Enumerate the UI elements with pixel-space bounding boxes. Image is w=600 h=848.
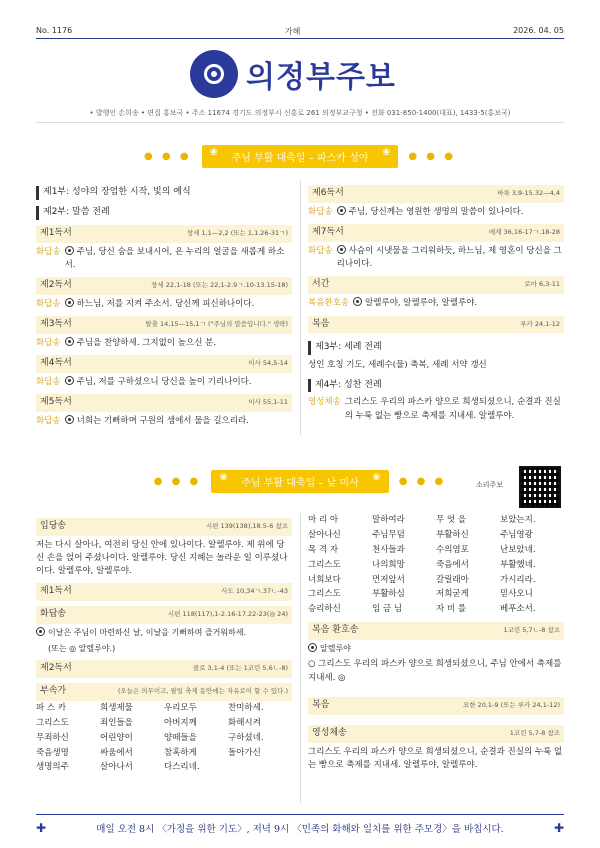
reading-row	[36, 355, 292, 373]
communion-text: 그리스도 우리의 파스카 양으로 희생되셨으니, 순결과 진실의 누룩 없는 빵으로 축제를 지내세. 알렐루야.	[344, 397, 561, 421]
response-mark-icon	[65, 415, 74, 424]
hymn-phrase: 말하여라	[372, 515, 405, 525]
hymn-phrase: 저희굳게	[436, 589, 469, 600]
hymn-phrase: 베푸소서.	[500, 604, 536, 615]
reading-name: 제6독서	[312, 188, 344, 198]
hymn-phrase: 다스리네.	[164, 762, 200, 773]
hymn-phrase: 죽음생명	[36, 747, 69, 758]
hymn-phrase: 목 격 자	[308, 544, 339, 555]
hymn-phrase: 살아나신	[308, 529, 341, 540]
response-mark-icon	[65, 246, 74, 255]
issue-date: 2026. 04. 05	[513, 26, 564, 35]
vigil-left-column	[36, 180, 292, 432]
qr-code-icon[interactable]	[519, 466, 561, 508]
hymn-phrase: 부활했네.	[500, 559, 536, 570]
acclamation-response: 알렐루야	[308, 643, 564, 655]
response-mark-icon	[308, 643, 317, 652]
hymn-phrase: 먼저앞서	[372, 574, 405, 585]
reading-row	[308, 185, 564, 203]
hymn-phrase: 파 스 카	[36, 702, 67, 713]
audio-bulletin-label: 소리주보	[476, 481, 504, 489]
issue-header	[36, 26, 564, 37]
reading-ref: 창세 1,1—2,2 (또는 1,1.26-31ㄱ)	[186, 228, 288, 237]
reading-row	[36, 394, 292, 412]
responsorial-psalm	[308, 206, 564, 219]
hymn-phrase: 마 리 아	[308, 515, 339, 525]
liturgical-year: 가해	[284, 27, 301, 36]
psalm-alt: (또는 ◎ 알렐루야.)	[48, 643, 116, 653]
reading-name: 제5독서	[40, 397, 72, 408]
hymn-phrase: 화해시켜	[228, 717, 261, 728]
responsorial-psalm	[308, 297, 564, 310]
publication-info: • 발행인 손희송 • 편집 홍보국 • 주소 11674 경기도 의정부시 신흥로 261 의정부교구청 • 전화 031-850-1400(대표), 1433-5(홍보국)	[36, 108, 564, 123]
psalm-tag: 화답송	[36, 246, 61, 257]
hymn-phrase: 어린양이	[100, 732, 133, 743]
hymn-phrase: 그리스도	[308, 589, 341, 600]
responsorial-psalm	[36, 298, 292, 311]
psalm-text: 너희는 기뻐하며 구원의 샘에서 물을 길으리라.	[76, 416, 249, 427]
entrance-row: 입당송 시편 139(138),18.5-6 참조	[36, 518, 292, 536]
psalm-tag: 화답송	[36, 338, 61, 349]
column-divider	[300, 180, 301, 435]
hymn-phrase: 그리스도	[36, 717, 69, 728]
hymn-phrase: 참혹하게	[164, 747, 197, 758]
entrance-text: 저는 다시 살아나, 여전히 당신 안에 있나이다. 알렐루야. 제 위에 당신 손을 얹어 주셨나이다. 알렐루야. 당신 지혜는 놀라운 일 이루셨나이다. 알렐루야, 알렐루야.	[36, 539, 288, 577]
response-mark-icon	[353, 297, 362, 306]
hymn-phrase: 죽음에서	[436, 559, 469, 570]
hymn-phrase: 나의희망	[372, 559, 405, 570]
hymn-phrase: 너희보다	[308, 574, 341, 585]
banner-dots-left: ● ● ●	[153, 475, 202, 487]
psalm-tag: 화답송	[36, 299, 61, 310]
reading1-row: 제1독서 사도 10,34ㄱ.37ㄴ-43	[36, 583, 292, 601]
response-mark-icon	[65, 376, 74, 385]
reading2-row: 제2독서 콜로 3,1-4 (또는 1코린 5,6ㄴ-8)	[36, 660, 292, 678]
response-mark-icon	[337, 245, 346, 254]
hymn-phrase: 천사들과	[372, 544, 405, 555]
response-mark-icon	[337, 206, 346, 215]
reading-name: 제3독서	[40, 319, 72, 330]
hymn-phrase: 가시리라.	[500, 574, 536, 585]
hymn-phrase: 싸움에서	[100, 747, 133, 758]
banner-dots-left: ● ● ●	[144, 150, 192, 162]
diocese-seal-icon	[190, 50, 238, 98]
psalm-text: 사슴이 시냇물을 그리워하듯, 하느님, 제 영혼이 당신을 그리나이다.	[336, 246, 562, 270]
psalm-tag: 복음환호송	[308, 298, 350, 309]
communion-text: 그리스도 우리의 파스카 양으로 희생되셨으니, 순결과 진실의 누룩 없는 빵으로 축제를 지내세. 알렐루야, 알렐루야.	[308, 746, 563, 770]
reading-ref: 로마 6,3-11	[524, 280, 560, 289]
hymn-phrase: 생명의주	[36, 762, 69, 773]
hymn-phrase: 부활하신	[436, 529, 469, 540]
hymn-phrase: 아버지께	[164, 717, 197, 728]
footer-notice	[36, 814, 564, 835]
responsorial-psalm	[36, 376, 292, 389]
reading-name: 서간	[312, 279, 330, 290]
hymn-phrase: 부활하심	[372, 589, 405, 600]
reading-row	[36, 277, 292, 295]
vigil-part2-heading: 제2부: 말씀 전례	[36, 206, 292, 220]
hymn-phrase: 죄인들을	[100, 717, 133, 728]
banner-dots-right: ● ● ●	[398, 475, 447, 487]
reading-name: 제7독서	[312, 227, 344, 238]
hymn-phrase: 양떼들을	[164, 732, 197, 743]
hymn-phrase: 그리스도	[308, 559, 341, 570]
hymn-phrase: 희생제물	[100, 702, 133, 713]
hymn-phrase: 주님무덤	[372, 529, 405, 540]
reading-ref: 루카 24,1-12	[520, 319, 560, 328]
reading-row	[308, 316, 564, 334]
banner-dots-right: ● ● ●	[408, 150, 456, 162]
sequence-hymn-right	[308, 513, 564, 617]
response-mark-icon	[36, 627, 45, 636]
psalm-text: 하느님, 저를 지켜 주소서. 당신께 피신하나이다.	[76, 299, 255, 310]
hymn-phrase: 구하셨네.	[228, 732, 264, 743]
hymn-phrase: 찬미하세.	[228, 702, 264, 713]
issue-number: No. 1176	[36, 26, 73, 35]
day-left-column	[36, 513, 292, 775]
vigil-right-readings	[308, 185, 564, 333]
acclamation-row: 복음 환호송 1코린 5,7ㄴ-8 참조	[308, 622, 564, 640]
hymn-phrase: 수의염포	[436, 544, 469, 555]
psalm-response: 이날은 주님이 마련하신 날, 이날을 기뻐하며 즐거워하세.	[36, 627, 292, 639]
reading-row	[36, 225, 292, 243]
hymn-phrase: 믿사오니	[500, 589, 533, 600]
cross-icon: ✚	[36, 821, 47, 835]
vigil-communion-antiphon	[308, 396, 564, 422]
footer-text: 매일 오전 8시 〈가정을 위한 기도〉, 저녁 9시 〈민족의 화해와 일치를 위한 주모경〉을 바칩시다.	[96, 824, 504, 835]
vigil-banner	[36, 145, 564, 167]
responsorial-psalm	[308, 245, 564, 271]
hymn-phrase: 살아나서	[100, 762, 133, 773]
vigil-left-readings	[36, 225, 292, 429]
vigil-banner-label: ❀ 주님 부활 대축일 – 파스카 성야 ❀	[202, 145, 399, 168]
hymn-phrase: 주님영광	[500, 529, 533, 540]
reading-name: 복음	[312, 318, 330, 329]
vigil-right-column	[308, 180, 564, 426]
reading-ref: 창세 22,1-18 (또는 22,1-2.9ㄱ.10-13.15-18)	[151, 281, 288, 290]
reading-row	[308, 224, 564, 242]
day-right-column	[308, 513, 564, 775]
psalm-text: 알렐루야, 알렐루야, 알렐루야.	[365, 298, 478, 309]
day-banner-label: ❀ 주님 부활 대축일 – 낮 미사 ❀	[211, 470, 389, 493]
vigil-part4-heading: 제4부: 성찬 전례	[308, 379, 564, 393]
reading-name: 제4독서	[40, 358, 72, 369]
hymn-phrase	[228, 760, 292, 775]
cross-icon: ✚	[553, 821, 564, 835]
psalm-row: 화답송 시편 118(117),1-2.16-17.22-23(◎ 24)	[36, 606, 292, 624]
psalm-text: 주님, 저를 구하셨으니 당신을 높이 기리나이다.	[76, 377, 252, 388]
hymn-phrase: 무 엇 을	[436, 515, 467, 525]
psalm-tag: 화답송	[308, 206, 333, 217]
hymn-phrase: 자 비 를	[436, 604, 467, 615]
response-mark-icon	[65, 298, 74, 307]
responsorial-psalm	[36, 246, 292, 272]
hymn-phrase: 난보았네.	[500, 544, 536, 555]
hymn-phrase: 보았는지.	[500, 515, 536, 525]
hymn-phrase: 갈릴래아	[436, 574, 469, 585]
reading-name: 제1독서	[40, 227, 72, 238]
reading-ref: 바룩 3,9-15.32—4,4	[497, 189, 560, 197]
communion-row: 영성체송 1코린 5,7-8 참조	[308, 725, 564, 743]
hymn-phrase: 임 금 님	[372, 604, 403, 615]
psalm-tag: 화답송	[308, 246, 333, 257]
acclamation-verse: ○ 그리스도 우리의 파스카 양으로 희생되셨으니, 주님 안에서 축제를 지내세. ◎	[308, 659, 562, 683]
psalm-tag: 화답송	[36, 416, 61, 427]
responsorial-psalm	[36, 337, 292, 350]
hymn-phrase: 무죄하신	[36, 732, 69, 743]
reading-row	[36, 316, 292, 334]
vigil-part3-text: 성인 호칭 기도, 세례수(물) 축복, 세례 서약 갱신	[308, 360, 487, 371]
vigil-part3-heading: 제3부: 세례 전례	[308, 341, 564, 355]
hymn-phrase: 승리하신	[308, 604, 341, 615]
hymn-phrase: 우리모두	[164, 702, 197, 713]
reading-ref: 에제 36,16-17ㄱ.18-28	[488, 228, 560, 237]
psalm-text: 주님, 당신 숨을 보내시어, 온 누리의 얼굴을 새롭게 하소서.	[64, 246, 285, 270]
hymn-phrase: 돌아가신	[228, 747, 261, 758]
reading-ref: 이사 54,5-14	[248, 359, 288, 368]
masthead-title: 의정부주보	[246, 60, 396, 95]
sequence-row: 부속가 (오늘은 의무이고, 팔일 축제 동안에는 자유로이 할 수 있다.)	[36, 683, 292, 701]
reading-ref: 탈출 14,15—15,1ㄱ ("주님의 말씀입니다." 생략)	[145, 320, 288, 329]
psalm-text: 주님을 찬양하세. 그지없이 높으신 분.	[76, 338, 217, 349]
reading-ref: 이사 55,1-11	[248, 398, 288, 407]
reading-row	[308, 276, 564, 294]
communion-tag: 영성체송	[308, 397, 341, 408]
responsorial-psalm	[36, 415, 292, 428]
gospel-row: 복음 요한 20,1-9 (또는 루카 24,1-12)	[308, 697, 564, 715]
psalm-tag: 화답송	[36, 377, 61, 388]
sequence-hymn-left	[36, 701, 292, 775]
psalm-text: 주님, 당신께는 영원한 생명의 말씀이 있나이다.	[348, 206, 524, 217]
column-divider	[300, 513, 301, 803]
response-mark-icon	[65, 337, 74, 346]
masthead	[190, 50, 396, 98]
vigil-part1-heading: 제1부: 성야의 장엄한 시작, 빛의 예식	[36, 186, 292, 200]
top-rule	[36, 38, 564, 39]
reading-name: 제2독서	[40, 280, 72, 291]
